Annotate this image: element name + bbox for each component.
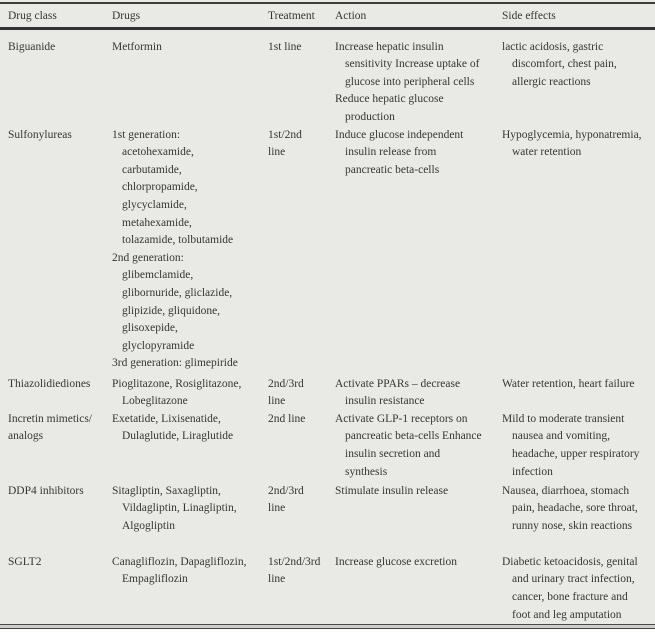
table-row xyxy=(8,483,655,554)
cell-line: glibemclamide, glibornuride, gliclazide, glipizide, gliquidone, glisoxepide, glyclopyramide xyxy=(122,269,233,352)
cell-drugs xyxy=(112,39,268,127)
cell-side-effects xyxy=(502,39,655,127)
cell-line: Water retention, heart failure xyxy=(502,377,635,390)
column-header-treatment: Treatment xyxy=(268,10,315,22)
cell-line: DDP4 inhibitors xyxy=(8,484,84,497)
cell-line: Activate GLP-1 receptors on pancreatic beta-cells Enhance insulin secretion and synthesis xyxy=(335,412,482,478)
table-row xyxy=(8,127,655,376)
cell-line: 1st/2nd xyxy=(268,128,302,141)
cell-side-effects xyxy=(502,554,655,624)
cell-drug-class xyxy=(8,411,112,483)
cell-line: 1st generation: xyxy=(112,128,181,141)
cell-line: Increase glucose excretion xyxy=(335,555,457,568)
table-body xyxy=(0,30,655,625)
cell-line: 2nd/3rd xyxy=(268,377,304,390)
cell-side-effects xyxy=(502,411,655,483)
cell-drug-class xyxy=(8,127,112,376)
cell-drug-class xyxy=(8,554,112,624)
below-table-margin xyxy=(0,629,655,632)
cell-line: Increase hepatic insulin sensitivity Increase uptake of glucose into peripheral cells xyxy=(335,40,480,88)
cell-side-effects xyxy=(502,127,655,376)
cell-line: line xyxy=(268,395,286,408)
cell-treatment xyxy=(268,411,335,483)
cell-treatment xyxy=(268,376,335,411)
cell-side-effects xyxy=(502,376,655,411)
cell-line: Exetatide, Lixisenatide, Dulaglutide, Liraglutide xyxy=(112,412,234,443)
cell-side-effects xyxy=(502,483,655,554)
cell-line: Canagliflozin, Dapagliflozin, Empagliflozin xyxy=(112,555,247,586)
cell-action xyxy=(335,376,502,411)
table-row xyxy=(8,39,655,127)
cell-drug-class xyxy=(8,376,112,411)
cell-action xyxy=(335,39,502,127)
cell-line: 3rd generation: glimepiride xyxy=(112,357,238,370)
column-header-drug-class: Drug class xyxy=(8,10,57,22)
cell-line: Activate PPARs – decrease insulin resistance xyxy=(335,377,461,408)
cell-treatment xyxy=(268,483,335,554)
cell-line: Incretin mimetics/ xyxy=(8,412,92,425)
cell-line: Diabetic ketoacidosis, genital and urinary tract infection, cancer, bone fracture and foot and leg amputation xyxy=(502,555,638,621)
cell-line: 1st/2nd/3rd xyxy=(268,555,321,568)
cell-line: Induce glucose independent insulin release from pancreatic beta-cells xyxy=(335,128,464,176)
cell-line: Thiazolidiediones xyxy=(8,377,91,390)
cell-line: 2nd line xyxy=(268,412,306,425)
cell-line: Nausea, diarrhoea, stomach pain, headache, sore throat, runny nose, skin reactions xyxy=(502,484,638,532)
cell-line: line xyxy=(268,502,286,515)
cell-action xyxy=(335,127,502,376)
column-header-side-effects: Side effects xyxy=(502,10,556,22)
cell-line: Biguanide xyxy=(8,40,56,53)
cell-line: SGLT2 xyxy=(8,555,42,568)
cell-line: Hypoglycemia, hyponatremia, water retention xyxy=(502,128,642,159)
cell-line: lactic acidosis, gastric discomfort, chest pain, allergic reactions xyxy=(502,40,617,88)
cell-line: Reduce hepatic glucose production xyxy=(335,93,444,123)
cell-line: analogs xyxy=(8,430,44,443)
column-header-drugs: Drugs xyxy=(112,10,141,22)
cell-line: acetohexamide, carbutamide, chlorpropamide, glycyclamide, metahexamide, tolazamide, tolbutamide xyxy=(122,146,234,247)
cell-line: Stimulate insulin release xyxy=(335,484,449,497)
table-row xyxy=(8,411,655,483)
cell-drugs xyxy=(112,127,268,376)
cell-drugs xyxy=(112,483,268,554)
cell-treatment xyxy=(268,554,335,624)
cell-drug-class xyxy=(8,39,112,127)
cell-drug-class xyxy=(8,483,112,554)
cell-action xyxy=(335,483,502,554)
cell-line: 2nd/3rd xyxy=(268,484,304,497)
cell-line: line xyxy=(268,146,286,159)
cell-treatment xyxy=(268,39,335,127)
cell-drugs xyxy=(112,411,268,483)
cell-line: Pioglitazone, Rosiglitazone, Lobeglitazone xyxy=(112,377,242,408)
cell-line: Metformin xyxy=(112,40,162,53)
cell-line: Sitagliptin, Saxagliptin, Vildagliptin, Linagliptin, Algogliptin xyxy=(112,484,237,532)
cell-action xyxy=(335,411,502,483)
cell-line: line xyxy=(268,573,286,586)
cell-treatment xyxy=(268,127,335,376)
cell-line: Sulfonylureas xyxy=(8,128,72,141)
cell-line: Mild to moderate transient nausea and vomiting, headache, upper respiratory infection xyxy=(502,412,640,478)
cell-drugs xyxy=(112,376,268,411)
table-header-row xyxy=(0,4,655,27)
column-header-action: Action xyxy=(335,10,367,22)
table-row xyxy=(8,554,655,624)
cell-drugs xyxy=(112,554,268,624)
cell-line: 2nd generation: xyxy=(112,251,184,264)
cell-action xyxy=(335,554,502,624)
cell-line: 1st line xyxy=(268,40,302,53)
table-row xyxy=(8,376,655,411)
